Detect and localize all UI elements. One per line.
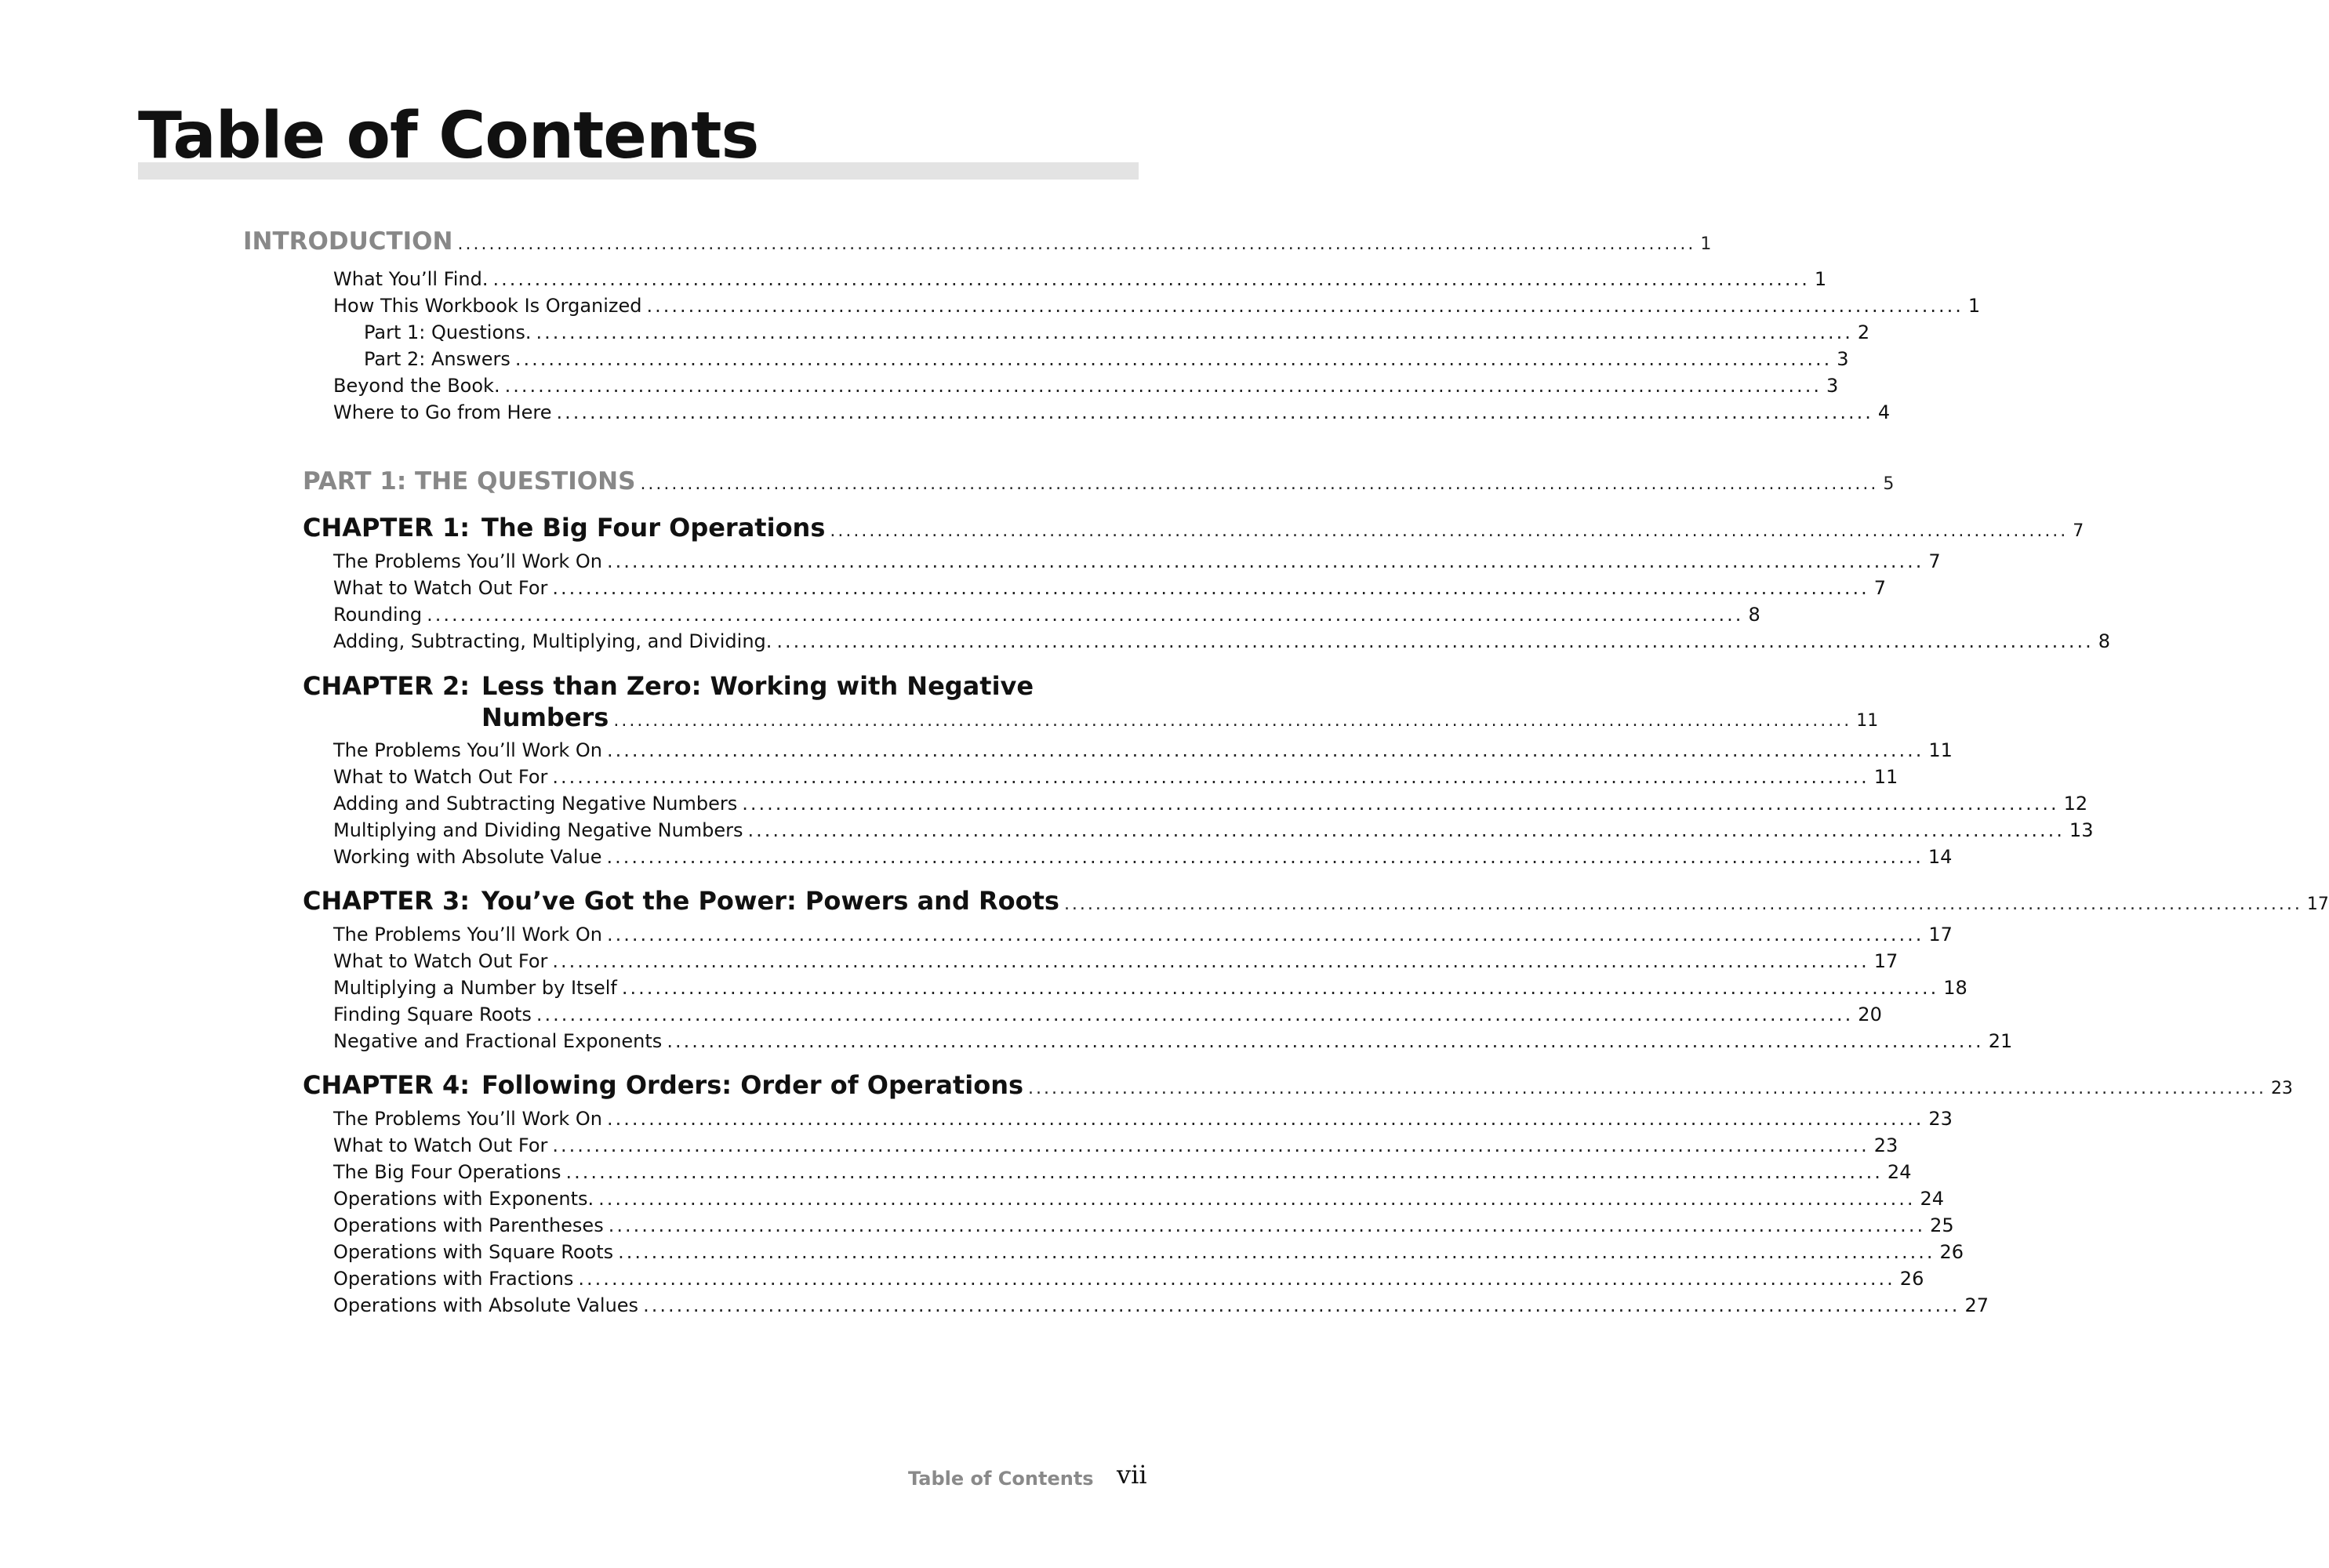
dot-leader: .............................................................................................................................................................. — [552, 1134, 1869, 1156]
toc-entry-page: 23 — [1928, 1108, 1953, 1130]
toc-entry-page: 7 — [1873, 577, 1887, 599]
toc-entry-section[interactable] — [333, 577, 1887, 599]
toc-entry-title: Adding and Subtracting Negative Numbers — [333, 793, 738, 815]
dot-leader: .............................................................................................................................................................. — [514, 348, 1833, 370]
toc-entry-page: 7 — [1928, 550, 1941, 572]
dot-leader: .............................................................................................................................................................. — [606, 924, 1924, 946]
toc-entry-page: 17 — [1928, 924, 1953, 946]
toc-entry-chapter-2-line1[interactable] — [303, 671, 1034, 701]
dot-leader: .............................................................................................................................................................. — [747, 819, 2065, 841]
dot-leader: .............................................................................................................................................................. — [776, 630, 2094, 652]
toc-entry-title: Where to Go from Here — [333, 401, 552, 423]
toc-entry-section[interactable] — [333, 630, 2111, 652]
toc-entry-title: Working with Absolute Value — [333, 846, 602, 868]
toc-entry-part-1[interactable] — [303, 467, 1895, 495]
dot-leader: .............................................................................................................................................................. — [598, 1188, 1916, 1210]
toc-entry-title: The Problems You’ll Work On — [333, 739, 602, 761]
dot-leader: .............................................................................................................................................................. — [606, 739, 1924, 761]
toc-entry-page: 13 — [2069, 819, 2094, 841]
toc-entry-page: 1 — [1814, 268, 1827, 290]
toc-entry-section[interactable] — [333, 1188, 1945, 1210]
dot-leader: .............................................................................................................................................................. — [536, 1004, 1854, 1025]
toc-entry-section[interactable] — [333, 739, 1953, 761]
toc-entry-title: Operations with Fractions — [333, 1268, 574, 1290]
toc-entry-page: 25 — [1930, 1214, 1954, 1236]
dot-leader: .............................................................................................................................................................. — [606, 846, 1924, 868]
toc-entry-title: What You’ll Find. — [333, 268, 489, 290]
toc-entry-title: Beyond the Book. — [333, 375, 500, 397]
dot-leader: .............................................................................................................................................................. — [427, 604, 1744, 626]
toc-entry-chapter-1[interactable] — [303, 513, 2084, 543]
toc-entry-section[interactable] — [333, 1134, 1898, 1156]
toc-entry-page: 11 — [1856, 711, 1879, 731]
chapter-title-continued: Numbers — [481, 702, 609, 732]
dot-leader: .............................................................................................................................................................. — [608, 1214, 1926, 1236]
toc-entry-title: Operations with Parentheses — [333, 1214, 604, 1236]
toc-entry-title: What to Watch Out For — [333, 1134, 548, 1156]
toc-entry-section[interactable] — [333, 1294, 1989, 1316]
toc-entry-page: 1 — [1700, 234, 1712, 254]
dot-leader: .............................................................................................................................................................. — [565, 1161, 1883, 1183]
toc-entry-title: Part 1: Questions. — [364, 321, 532, 343]
toc-entry-title: Multiplying and Dividing Negative Numbers — [333, 819, 743, 841]
toc-entry-title: Negative and Fractional Exponents — [333, 1030, 663, 1052]
toc-entry-title: What to Watch Out For — [333, 766, 548, 788]
toc-entry-section[interactable] — [333, 550, 1941, 572]
toc-entry-section[interactable] — [333, 295, 1981, 317]
toc-entry-page: 11 — [1873, 766, 1898, 788]
toc-entry-page: 24 — [1920, 1188, 1945, 1210]
toc-entry-page: 20 — [1858, 1004, 1882, 1025]
dot-leader: .............................................................................................................................................................. — [578, 1268, 1895, 1290]
dot-leader: .............................................................................................................................................................. — [504, 375, 1822, 397]
toc-entry-section[interactable] — [333, 1268, 1924, 1290]
toc-entry-title: The Problems You’ll Work On — [333, 1108, 602, 1130]
toc-entry-page: 27 — [1964, 1294, 1989, 1316]
toc-entry-page: 8 — [1748, 604, 1760, 626]
toc-entry-section[interactable] — [333, 401, 1891, 423]
toc-entry-title: INTRODUCTION — [243, 227, 453, 256]
dot-leader: .............................................................................................................................................................. — [742, 793, 2059, 815]
toc-entry-page: 3 — [1826, 375, 1839, 397]
dot-leader: .............................................................................................................................................................. — [552, 577, 1869, 599]
toc-entry-page: 18 — [1943, 977, 1967, 999]
chapter-title: Less than Zero: Working with Negative — [481, 671, 1034, 701]
toc-entry-page: 7 — [2073, 521, 2084, 541]
dot-leader: .............................................................................................................................................................. — [618, 1241, 1935, 1263]
toc-entry-title: Finding Square Roots — [333, 1004, 532, 1025]
toc-entry-page: 17 — [1873, 950, 1898, 972]
toc-entry-page: 11 — [1928, 739, 1953, 761]
toc-entry-page: 14 — [1928, 846, 1953, 868]
dot-leader: .............................................................................................................................................................. — [606, 550, 1924, 572]
dot-leader: .............................................................................................................................................................. — [621, 977, 1939, 999]
toc-entry-section[interactable] — [333, 1030, 2013, 1052]
toc-entry-title: The Problems You’ll Work On — [333, 924, 602, 946]
toc-entry-page: 4 — [1877, 401, 1891, 423]
dot-leader: .............................................................................................................................................................. — [552, 766, 1869, 788]
dot-leader: .............................................................................................................................................................. — [457, 234, 1696, 254]
chapter-title: The Big Four Operations — [481, 513, 826, 543]
toc-entry-title: Adding, Subtracting, Multiplying, and Dividing. — [333, 630, 772, 652]
toc-entry-section[interactable] — [333, 1004, 1882, 1025]
toc-entry-section[interactable] — [333, 924, 1953, 946]
dot-leader: .............................................................................................................................................................. — [1028, 1079, 2266, 1098]
toc-entry-page: 12 — [2063, 793, 2088, 815]
toc-entry-page: 5 — [1883, 474, 1895, 494]
toc-entry-page: 3 — [1837, 348, 1849, 370]
toc-entry-title: How This Workbook Is Organized — [333, 295, 642, 317]
toc-entry-title: Operations with Square Roots — [333, 1241, 614, 1263]
toc-entry-subsection[interactable] — [364, 321, 1870, 343]
chapter-title: You’ve Got the Power: Powers and Roots — [481, 886, 1059, 916]
toc-entry-section[interactable] — [333, 950, 1898, 972]
toc-entry-chapter-4[interactable] — [303, 1070, 2293, 1100]
toc-entry-page: 24 — [1887, 1161, 1912, 1183]
toc-entry-section[interactable] — [333, 604, 1760, 626]
toc-entry-title: Rounding — [333, 604, 423, 626]
toc-entry-title: Operations with Absolute Values — [333, 1294, 639, 1316]
toc-entry-page: 21 — [1988, 1030, 2013, 1052]
chapter-title: Following Orders: Order of Operations — [481, 1070, 1024, 1100]
toc-entry-title: Part 2: Answers — [364, 348, 510, 370]
toc-entry-subsection[interactable] — [364, 348, 1849, 370]
toc-entry-section[interactable] — [333, 1161, 1912, 1183]
toc-entry-section[interactable] — [333, 819, 2094, 841]
toc-entry-title: What to Watch Out For — [333, 950, 548, 972]
toc-entry-page: 2 — [1857, 321, 1870, 343]
dot-leader: .............................................................................................................................................................. — [643, 1294, 1960, 1316]
page-number: vii — [1117, 1460, 1147, 1490]
toc-entry-section[interactable] — [333, 268, 1827, 290]
dot-leader: .............................................................................................................................................................. — [536, 321, 1853, 343]
toc-entry-title: The Big Four Operations — [333, 1161, 561, 1183]
dot-leader: .............................................................................................................................................................. — [667, 1030, 1984, 1052]
dot-leader: .............................................................................................................................................................. — [606, 1108, 1924, 1130]
toc-entry-section[interactable] — [333, 375, 1839, 397]
toc-entry-page: 23 — [2270, 1079, 2293, 1098]
dot-leader: .............................................................................................................................................................. — [613, 711, 1852, 731]
toc-entry-page: 26 — [1939, 1241, 1964, 1263]
chapter-number: CHAPTER 3: — [303, 886, 471, 916]
toc-entry-page: 26 — [1899, 1268, 1924, 1290]
toc-entry-section[interactable] — [333, 846, 1953, 868]
dot-leader: .............................................................................................................................................................. — [646, 295, 1964, 317]
dot-leader: .............................................................................................................................................................. — [640, 474, 1879, 494]
running-footer-label: Table of Contents — [908, 1468, 1094, 1490]
toc-entry-title: Operations with Exponents. — [333, 1188, 594, 1210]
toc-entry-title: Multiplying a Number by Itself — [333, 977, 617, 999]
chapter-number: CHAPTER 2: — [303, 671, 471, 701]
toc-entry-title: What to Watch Out For — [333, 577, 548, 599]
toc-entry-title: The Problems You’ll Work On — [333, 550, 602, 572]
toc-entry-section[interactable] — [333, 1108, 1953, 1130]
dot-leader: .............................................................................................................................................................. — [1063, 895, 2302, 914]
toc-entry-page: 17 — [2306, 895, 2329, 914]
toc-entry-chapter-2[interactable] — [481, 702, 1879, 732]
toc-entry-page: 23 — [1873, 1134, 1898, 1156]
chapter-number: CHAPTER 4: — [303, 1070, 471, 1100]
page-title: Table of Contents — [138, 99, 759, 173]
chapter-number: CHAPTER 1: — [303, 513, 471, 543]
toc-entry-introduction[interactable] — [243, 227, 1712, 256]
toc-entry-section[interactable] — [333, 1214, 1954, 1236]
toc-entry-section[interactable] — [333, 766, 1898, 788]
toc-entry-chapter-3[interactable] — [303, 886, 2329, 916]
dot-leader: .............................................................................................................................................................. — [552, 950, 1869, 972]
toc-entry-page: 8 — [2098, 630, 2111, 652]
toc-entry-section[interactable] — [333, 793, 2088, 815]
dot-leader: .............................................................................................................................................................. — [556, 401, 1873, 423]
dot-leader: .............................................................................................................................................................. — [492, 268, 1810, 290]
toc-entry-title: PART 1: THE QUESTIONS — [303, 467, 636, 495]
toc-entry-section[interactable] — [333, 1241, 1964, 1263]
toc-entry-section[interactable] — [333, 977, 1967, 999]
toc-entry-page: 1 — [1967, 295, 1981, 317]
dot-leader: .............................................................................................................................................................. — [830, 521, 2069, 541]
